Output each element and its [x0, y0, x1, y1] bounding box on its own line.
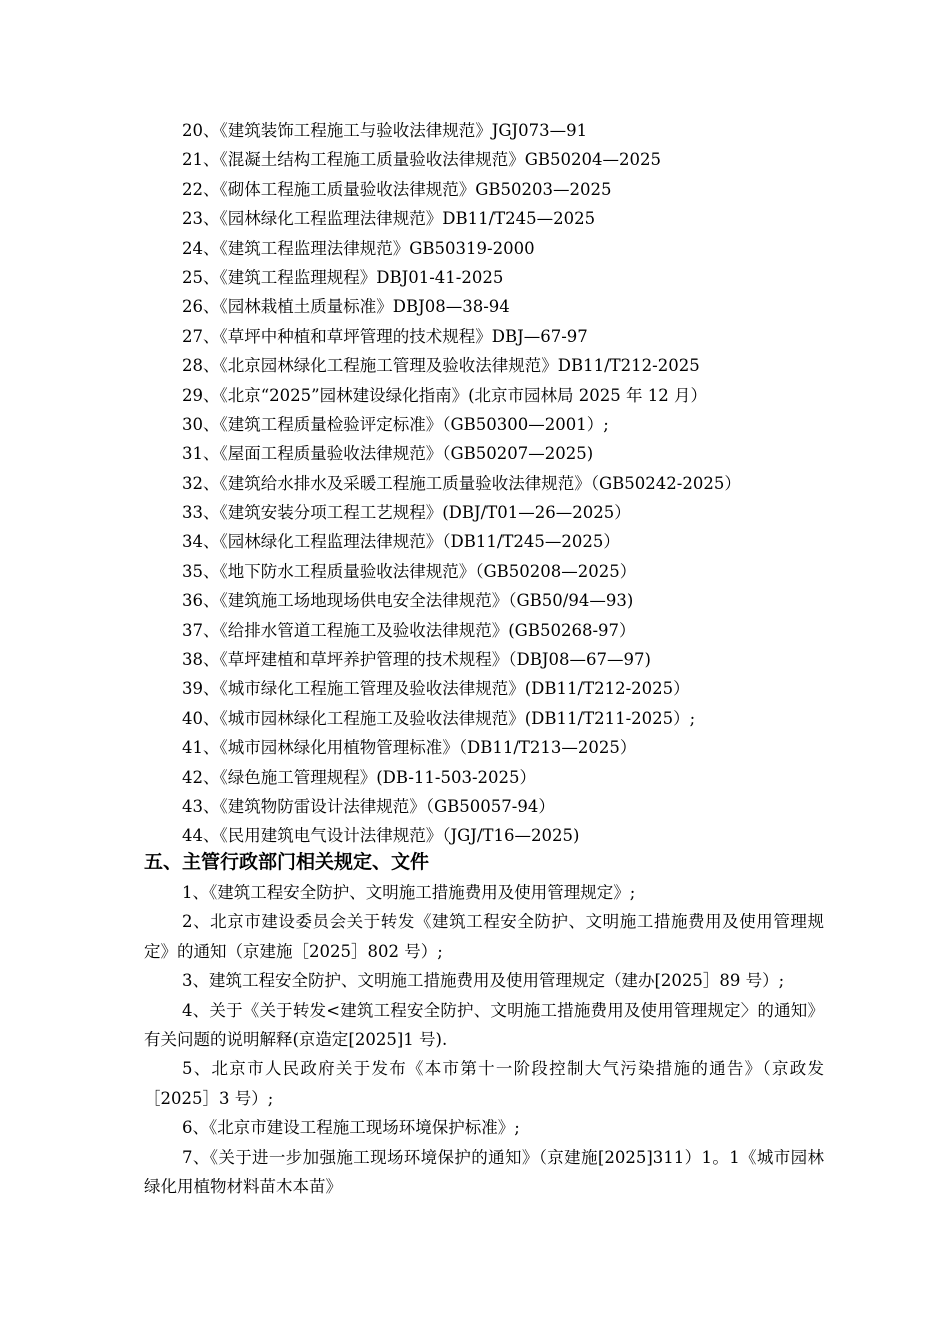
list-item: 32、《建筑给水排水及采暖工程施工质量验收法律规范》（GB50242-2025）	[182, 473, 741, 493]
list-item: 40、《城市园林绿化工程施工及验收法律规范》(DB11/T211-2025）;	[182, 708, 696, 728]
list-item: 24、《建筑工程监理法律规范》GB50319-2000	[182, 238, 535, 258]
list-item: 36、《建筑施工场地现场供电安全法律规范》（GB50/94—93)	[182, 591, 634, 611]
paragraph: 4、关于《关于转发<建筑工程安全防护、文明施工措施费用及使用管理规定〉的通知》有关问题的说明解释(京造定[2025]1 号).	[144, 1000, 824, 1050]
list-item: 28、《北京园林绿化工程施工管理及验收法律规范》DB11/T212-2025	[182, 356, 700, 376]
list-item: 35、《地下防水工程质量验收法律规范》（GB50208—2025）	[182, 561, 637, 581]
paragraph: 3、建筑工程安全防护、文明施工措施费用及使用管理规定（建办[2025］89 号）;	[182, 971, 785, 991]
standards-list	[182, 116, 832, 851]
paragraph: 1、《建筑工程安全防护、文明施工措施费用及使用管理规定》;	[182, 883, 636, 902]
list-item: 25、《建筑工程监理规程》DBJ01-41-2025	[182, 267, 504, 287]
list-item: 42、《绿色施工管理规程》(DB-11-503-2025）	[182, 767, 537, 787]
list-item: 22、《砌体工程施工质量验收法律规范》GB50203—2025	[182, 179, 612, 199]
list-item: 41、《城市园林绿化用植物管理标准》（DB11/T213—2025）	[182, 738, 637, 758]
list-item: 44、《民用建筑电气设计法律规范》（JGJ/T16—2025)	[182, 826, 580, 846]
list-item: 21、《混凝土结构工程施工质量验收法律规范》GB50204—2025	[182, 150, 662, 170]
list-item: 26、《园林栽植土质量标准》DBJ08—38-94	[182, 297, 510, 317]
list-item: 30、《建筑工程质量检验评定标准》（GB50300—2001）;	[182, 414, 609, 434]
list-item: 31、《屋面工程质量验收法律规范》（GB50207—2025)	[182, 444, 594, 464]
list-item: 20、《建筑装饰工程施工与验收法律规范》JGJ073—91	[182, 121, 588, 140]
paragraph: 5、北京市人民政府关于发布《本市第十一阶段控制大气污染措施的通告》（京政发［2025］3 号）;	[144, 1059, 824, 1108]
list-item: 37、《给排水管道工程施工及验收法律规范》(GB50268-97）	[182, 620, 636, 640]
list-item: 38、《草坪建植和草坪养护管理的技术规程》（DBJ08—67—97)	[182, 650, 651, 670]
list-item: 34、《园林绿化工程监理法律规范》（DB11/T245—2025）	[182, 532, 620, 552]
paragraph: 2、北京市建设委员会关于转发《建筑工程安全防护、文明施工措施费用及使用管理规定》的通知（京建施［2025］802 号）;	[144, 912, 824, 961]
regulations-list	[144, 878, 824, 1201]
list-item: 39、《城市绿化工程施工管理及验收法律规范》(DB11/T212-2025）	[182, 679, 690, 699]
list-item: 23、《园林绿化工程监理法律规范》DB11/T245—2025	[182, 209, 596, 229]
paragraph: 6、《北京市建设工程施工现场环境保护标准》;	[182, 1118, 520, 1138]
paragraph: 7、《关于进一步加强施工现场环境保护的通知》（京建施[2025]311）1。1《城市园林绿化用植物材料苗木本苗》	[144, 1147, 824, 1197]
list-item: 43、《建筑物防雷设计法律规范》（GB50057-94）	[182, 796, 555, 816]
list-item: 27、《草坪中种植和草坪管理的技术规程》DBJ—67-97	[182, 326, 588, 346]
list-item: 29、《北京“2025”园林建设绿化指南》(北京市园林局 2025 年 12 月）	[182, 385, 708, 405]
section-heading: 五、主管行政部门相关规定、文件	[144, 851, 430, 873]
list-item: 33、《建筑安装分项工程工艺规程》(DBJ/T01—26—2025）	[182, 503, 631, 523]
